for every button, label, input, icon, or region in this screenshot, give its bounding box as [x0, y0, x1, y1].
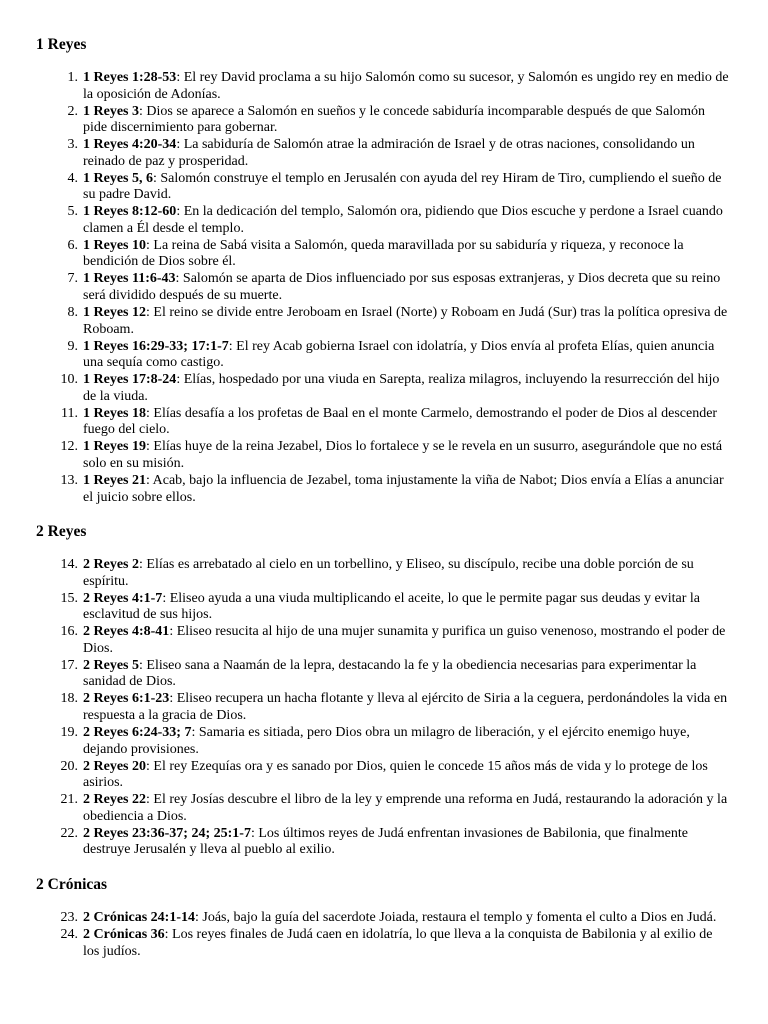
list-item — [36, 691, 732, 724]
scripture-reference: 2 Reyes 22 — [83, 792, 146, 808]
item-number: 18. — [60, 691, 78, 707]
item-number: 20. — [60, 758, 78, 774]
scripture-reference: 1 Reyes 21 — [83, 472, 146, 488]
scripture-reference: 1 Reyes 12 — [83, 305, 146, 321]
scripture-reference: 2 Reyes 6:24-33; 7 — [83, 725, 192, 741]
item-description: : Elías, hospedado por una viuda en Sarepta, realiza milagros, incluyendo la resurrección del hijo de la viuda. — [83, 372, 720, 404]
section-heading: 2 Reyes — [36, 523, 87, 541]
scripture-reference: 2 Reyes 4:8-41 — [83, 624, 170, 640]
item-number: 13. — [60, 472, 78, 488]
item-description: : Salomón construye el templo en Jerusalén con ayuda del rey Hiram de Tiro, cumpliendo el sueño de su padre David. — [83, 170, 722, 203]
item-number: 7. — [67, 271, 78, 287]
reading-list — [36, 557, 732, 859]
item-number: 1. — [67, 70, 78, 85]
item-description: : Elías desafía a los profetas de Baal en el monte Carmelo, demostrando el poder de Dios al descender fuego del cielo. — [83, 405, 718, 438]
scripture-reference: 1 Reyes 19 — [83, 439, 146, 455]
scripture-reference: 1 Reyes 17:8-24 — [83, 372, 177, 388]
scripture-reference: 2 Reyes 20 — [83, 758, 146, 774]
item-description: : Elías huye de la reina Jezabel, Dios lo fortalece y se le revela en un susurro, asegurándole que no está solo en su misión. — [83, 439, 723, 471]
item-number: 14. — [60, 557, 78, 573]
section-2-cronicas — [36, 876, 732, 960]
list-item — [36, 305, 732, 338]
list-item — [36, 171, 732, 204]
scripture-reference: 1 Reyes 4:20-34 — [83, 137, 177, 153]
scripture-reference: 1 Reyes 10 — [83, 237, 146, 253]
list-item — [36, 624, 732, 657]
item-number: 4. — [67, 170, 78, 186]
item-number: 24. — [60, 926, 78, 942]
scripture-reference: 1 Reyes 18 — [83, 405, 146, 421]
item-number: 21. — [60, 792, 78, 808]
scripture-reference: 1 Reyes 5, 6 — [83, 170, 153, 186]
list-item — [36, 204, 732, 237]
reading-list — [36, 70, 732, 506]
list-item — [36, 439, 732, 472]
item-description: : El rey Ezequías ora y es sanado por Dios, quien le concede 15 años más de vida y lo protege de los asirios. — [83, 758, 708, 791]
list-item — [36, 473, 732, 506]
item-description: : Eliseo sana a Naamán de la lepra, destacando la fe y la obediencia necesarias para experimentar la sanidad de Dios. — [83, 657, 697, 690]
scripture-reference: 2 Crónicas 36 — [83, 926, 165, 942]
scripture-reference: 1 Reyes 11:6-43 — [83, 271, 176, 287]
list-item — [36, 137, 732, 170]
section-heading: 1 Reyes — [36, 36, 87, 53]
list-item — [36, 557, 732, 590]
item-description: : Dios se aparece a Salomón en sueños y le concede sabiduría incomparable después de que Salomón pide discernimiento para gobernar. — [83, 103, 706, 136]
item-description: : Salomón se aparta de Dios influenciado por sus esposas extranjeras, y Dios decreta que su reino será dividido después de su muerte. — [83, 271, 721, 304]
list-item — [36, 271, 732, 304]
item-number: 6. — [67, 237, 78, 253]
item-number: 22. — [60, 825, 78, 841]
list-item — [36, 792, 732, 825]
item-number: 9. — [67, 338, 78, 354]
list-item — [36, 759, 732, 792]
item-number: 19. — [60, 725, 78, 741]
list-item — [36, 372, 732, 405]
list-item — [36, 927, 732, 960]
scripture-reference: 1 Reyes 1:28-53 — [83, 70, 177, 85]
item-description: : El reino se divide entre Jeroboam en Israel (Norte) y Roboam en Judá (Sur) tras la política opresiva de Roboam. — [83, 305, 728, 337]
item-number: 2. — [67, 103, 78, 119]
item-number: 16. — [60, 624, 78, 640]
scripture-reference: 1 Reyes 8:12-60 — [83, 204, 177, 220]
item-number: 11. — [61, 405, 78, 421]
item-description: : La reina de Sabá visita a Salomón, queda maravillada por su sabiduría y riqueza, y reconoce la bendición de Dios sobre él. — [83, 237, 684, 270]
scripture-reference: 2 Reyes 23:36-37; 24; 25:1-7 — [83, 825, 251, 841]
item-description: : Los reyes finales de Judá caen en idolatría, lo que lleva a la conquista de Babilonia y al exilio de los judíos. — [83, 926, 713, 959]
item-description: : El rey David proclama a su hijo Salomón como su sucesor, y Salomón es ungido rey en medio de la oposición de Adonías. — [83, 70, 729, 102]
item-description: : Samaria es sitiada, pero Dios obra un milagro de liberación, y el ejército enemigo huye, dejando provisiones. — [83, 725, 690, 757]
item-number: 8. — [67, 305, 78, 321]
list-item — [36, 406, 732, 439]
item-description: : El rey Josías descubre el libro de la ley y emprende una reforma en Judá, restaurando la adoración y la obediencia a Dios. — [83, 792, 728, 824]
item-description: : Joás, bajo la guía del sacerdote Joiada, restaura el templo y fomenta el culto a Dios en Judá. — [195, 909, 717, 925]
section-2-reyes — [36, 523, 732, 859]
item-description: : Eliseo ayuda a una viuda multiplicando el aceite, lo que le permite pagar sus deudas y evitar la esclavitud de sus hijos. — [83, 590, 700, 623]
item-description: : En la dedicación del templo, Salomón ora, pidiendo que Dios escuche y perdone a Israel cuando clamen a Él desde el templo. — [83, 204, 723, 236]
scripture-reference: 2 Reyes 2 — [83, 557, 139, 573]
item-description: : La sabiduría de Salomón atrae la admiración de Israel y de otras naciones, consolidando un reinado de paz y prosperidad. — [83, 137, 695, 169]
list-item — [36, 658, 732, 691]
item-description: : Eliseo recupera un hacha flotante y lleva al ejército de Siria a la ceguera, perdonándoles la vida en respuesta a la gracia de Dios. — [83, 691, 728, 724]
list-item — [36, 339, 732, 372]
item-description: : El rey Acab gobierna Israel con idolatría, y Dios envía al profeta Elías, quien anuncia una sequía como castigo. — [83, 338, 715, 371]
item-description: : Elías es arrebatado al cielo en un torbellino, y Eliseo, su discípulo, recibe una doble porción de su espíritu. — [83, 557, 694, 589]
list-item — [36, 826, 732, 859]
item-number: 10. — [60, 372, 78, 388]
list-item — [36, 591, 732, 624]
section-1-reyes — [36, 36, 732, 506]
scripture-reference: 2 Crónicas 24:1-14 — [83, 909, 195, 925]
item-description: : Eliseo resucita al hijo de una mujer sunamita y purifica un guiso venenoso, mostrando el poder de Dios. — [83, 624, 726, 656]
item-description: : Los últimos reyes de Judá enfrentan invasiones de Babilonia, que finalmente destruye Jerusalén y lleva al pueblo al exilio. — [83, 825, 688, 858]
list-item — [36, 70, 732, 103]
scripture-reference: 1 Reyes 16:29-33; 17:1-7 — [83, 338, 229, 354]
scripture-reference: 2 Reyes 6:1-23 — [83, 691, 170, 707]
item-number: 3. — [67, 137, 78, 153]
item-description: : Acab, bajo la influencia de Jezabel, toma injustamente la viña de Nabot; Dios envía a Elías a anunciar el juicio sobre ellos. — [83, 472, 724, 505]
list-item — [36, 910, 732, 927]
reading-list — [36, 910, 732, 960]
item-number: 12. — [60, 439, 78, 455]
list-item — [36, 104, 732, 137]
list-item — [36, 725, 732, 758]
list-item — [36, 238, 732, 271]
scripture-reference: 1 Reyes 3 — [83, 103, 139, 119]
scripture-reference: 2 Reyes 4:1-7 — [83, 590, 163, 606]
item-number: 15. — [60, 590, 78, 606]
item-number: 23. — [60, 909, 78, 925]
item-number: 5. — [67, 204, 78, 220]
item-number: 17. — [60, 657, 78, 673]
section-heading: 2 Crónicas — [36, 875, 108, 893]
scripture-reference: 2 Reyes 5 — [83, 657, 139, 673]
